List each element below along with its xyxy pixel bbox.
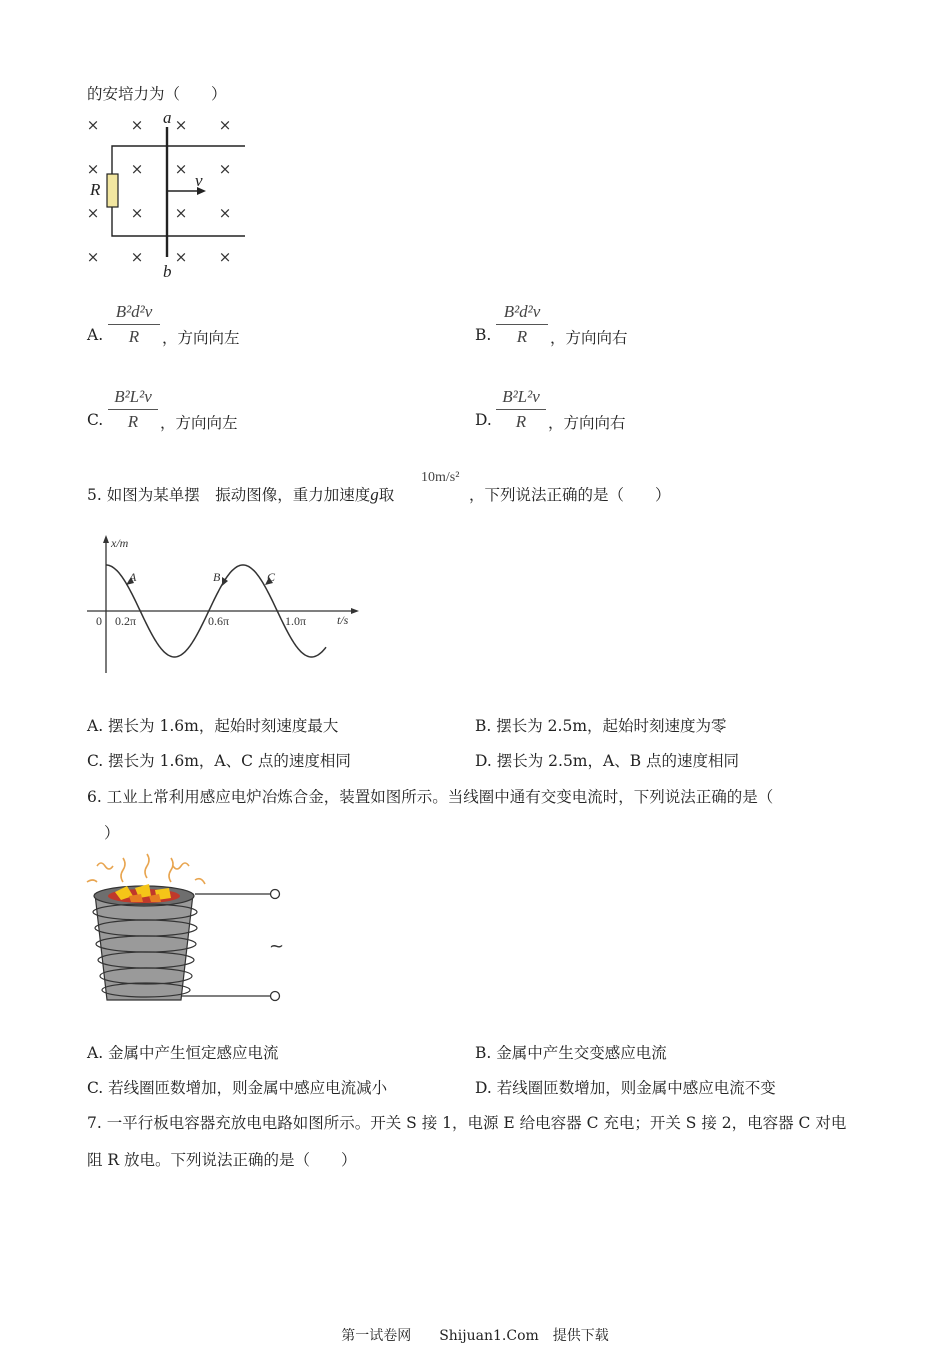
- option-D-fraction: [496, 387, 546, 432]
- fraction-numerator: B²L²v: [496, 387, 546, 410]
- fraction-denominator: R: [515, 412, 527, 431]
- cross-mark: ×: [130, 248, 144, 266]
- tick-0.6pi: 0.6π: [208, 614, 230, 628]
- option-D-letter[interactable]: D.: [475, 411, 492, 429]
- fraction-numerator: B²d²v: [496, 302, 548, 325]
- fraction-denominator: R: [127, 412, 139, 431]
- question-5-stem: [87, 483, 394, 505]
- point-B-label: B: [213, 570, 221, 584]
- fraction-numerator: B²L²v: [108, 387, 158, 410]
- option-C-letter[interactable]: C.: [87, 411, 104, 429]
- question-6-stem-line2: ）: [104, 824, 120, 842]
- y-axis-arrowhead: [103, 535, 109, 543]
- q6-option-B[interactable]: B. 金属中产生交变感应电流: [475, 1044, 667, 1062]
- option-C-fraction: [108, 387, 158, 432]
- q5-option-B[interactable]: B. 摆长为 2.5m，起始时刻速度为零: [475, 717, 727, 735]
- cross-mark: ×: [86, 160, 100, 178]
- label-a: a: [163, 108, 172, 127]
- fraction-denominator: R: [516, 327, 528, 346]
- cross-mark: ×: [130, 160, 144, 178]
- terminal-bottom: [271, 992, 280, 1001]
- option-A-text: ，方向向左: [162, 329, 240, 347]
- label-R: R: [90, 180, 101, 199]
- cross-mark: ×: [174, 116, 188, 134]
- option-C-text: ，方向向左: [160, 414, 238, 432]
- option-B-text: ，方向向右: [550, 329, 628, 347]
- q5-option-D[interactable]: D. 摆长为 2.5m，A、B 点的速度相同: [475, 752, 740, 770]
- terminal-top: [271, 890, 280, 899]
- x-axis-label: t/s: [337, 613, 349, 627]
- cross-mark: ×: [218, 248, 232, 266]
- option-B-fraction: [496, 302, 548, 347]
- label-v: v: [195, 171, 203, 190]
- oscillation-graph: [85, 533, 365, 676]
- cross-mark: ×: [174, 160, 188, 178]
- question-7-line1: 7. 一平行板电容器充放电电路如图所示。开关 S 接 1，电源 E 给电容器 C 充电；开关 S 接 2，电容器 C 对电: [87, 1114, 847, 1132]
- ac-symbol: ~: [269, 936, 285, 957]
- stem-part-1: 5. 如图为某单摆 振动图像，重力加速度: [87, 486, 371, 504]
- page-footer: 第一试卷网 Shijuan1.Com 提供下载: [341, 1328, 609, 1344]
- q5-option-A[interactable]: A. 摆长为 1.6m，起始时刻速度最大: [87, 717, 339, 735]
- option-A-letter[interactable]: A.: [87, 326, 104, 344]
- rail-circuit-figure: [80, 105, 255, 280]
- cross-mark: ×: [86, 204, 100, 222]
- cross-mark: ×: [218, 116, 232, 134]
- question-6-stem-line1: 6. 工业上常利用感应电炉冶炼合金，装置如图所示。当线圈中通有交变电流时，下列说法正确的是（: [87, 788, 774, 806]
- induction-furnace-figure: [85, 852, 290, 1007]
- gravity-value: 10m/s²: [421, 470, 460, 485]
- heat-waves: [87, 854, 205, 884]
- tick-1.0pi: 1.0π: [285, 614, 307, 628]
- cross-mark: ×: [86, 116, 100, 134]
- cross-mark: ×: [174, 204, 188, 222]
- cross-mark: ×: [130, 204, 144, 222]
- y-axis-label: x/m: [111, 536, 129, 550]
- resistor-R: [107, 174, 118, 207]
- option-B-letter[interactable]: B.: [475, 326, 492, 344]
- q6-option-D[interactable]: D. 若线圈匝数增加，则金属中感应电流不变: [475, 1079, 776, 1097]
- cross-mark: ×: [218, 204, 232, 222]
- q6-option-C[interactable]: C. 若线圈匝数增加，则金属中感应电流减小: [87, 1079, 388, 1097]
- cross-mark: ×: [130, 116, 144, 134]
- q5-option-C[interactable]: C. 摆长为 1.6m，A、C 点的速度相同: [87, 752, 351, 770]
- cross-mark: ×: [86, 248, 100, 266]
- stem-part-2: 取: [378, 486, 395, 504]
- x-axis-arrowhead: [351, 608, 359, 614]
- question-5-stem-end: ，下列说法正确的是（ ）: [469, 486, 671, 504]
- fraction-numerator: B²d²v: [108, 302, 160, 325]
- point-B-arrow: [222, 577, 228, 586]
- cross-mark: ×: [218, 160, 232, 178]
- option-A-fraction: [108, 302, 160, 347]
- tick-0.2pi: 0.2π: [115, 614, 137, 628]
- cross-mark: ×: [174, 248, 188, 266]
- origin-label: 0: [96, 614, 102, 628]
- label-b: b: [163, 262, 172, 280]
- option-D-text: ，方向向右: [548, 414, 626, 432]
- point-A-label: A: [129, 570, 137, 584]
- fraction-denominator: R: [128, 327, 140, 346]
- q6-option-A[interactable]: A. 金属中产生恒定感应电流: [87, 1044, 279, 1062]
- point-C-label: C: [267, 570, 276, 584]
- question-7-line2: 阻 R 放电。下列说法正确的是（ ）: [87, 1151, 357, 1169]
- question-4-tail: 的安培力为（ ）: [87, 85, 227, 103]
- g-symbol: g: [370, 485, 379, 504]
